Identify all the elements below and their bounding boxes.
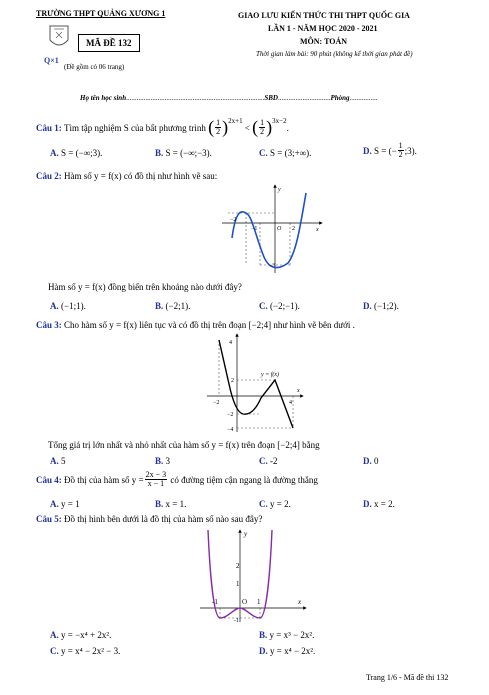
q5-lbl-y1: 1 xyxy=(236,580,240,588)
q2-lbl-two: 2 xyxy=(292,226,295,232)
exam-subject: MÔN: TOÁN xyxy=(300,37,348,46)
q4-option-a[interactable]: A. y = 1 xyxy=(50,499,80,509)
exam-round: LẦN 1 - NĂM HỌC 2020 - 2021 xyxy=(268,24,378,33)
q1-exp-left: 2x+1 xyxy=(228,117,243,125)
q1-frac-num-right: 1 xyxy=(260,118,265,127)
exam-code-box: MÃ ĐỀ 132 xyxy=(78,34,140,52)
q3-lbl-xn2: −2 xyxy=(213,400,220,406)
q4-frac-den: x − 1 xyxy=(147,479,165,488)
q3-lbl-x4: 4 xyxy=(289,400,292,406)
q5-lbl-neg1: -1 xyxy=(212,598,218,606)
q2-prompt: Hàm số y = f(x) đồng biến trên khoảng nào dưới đây? xyxy=(48,282,242,292)
q1-option-d[interactable]: D. S = (− $\frac{1}{2}$ ;3). xyxy=(363,141,417,159)
q2-lbl-origin: O xyxy=(277,226,282,232)
q3-option-c[interactable]: C. -2 xyxy=(259,456,278,466)
q3-stem xyxy=(36,320,355,330)
q2-option-c[interactable]: C. (−2;−1). xyxy=(259,301,300,311)
q1-inequality: ( $\frac{1}{2}$ ) $^{2x+1}$ < ( $\frac{1}{2}$ ) $^{3x-2}$ . xyxy=(208,117,289,137)
q2-option-b[interactable]: B. (−2;1). xyxy=(155,301,191,311)
q3-prompt: Tổng giá trị lớn nhất và nhỏ nhất của hàm số y = f(x) trên đoạn [−2;4] bằng xyxy=(48,440,320,450)
q2-lbl-x: x xyxy=(316,227,319,233)
q1-option-c[interactable]: C. S = (3;+∞). xyxy=(259,148,312,158)
page-footer: Trang 1/6 - Mã đề thi 132 xyxy=(366,673,449,682)
sbd-label: SBD xyxy=(264,94,278,102)
q5-lbl-yn1: -1 xyxy=(234,618,239,624)
q3-graph xyxy=(205,332,305,439)
q4-option-c[interactable]: C. y = 2. xyxy=(259,499,291,509)
q1-sign: < xyxy=(244,122,250,133)
q5-option-a[interactable]: A. y = −x⁴ + 2x². xyxy=(50,630,112,640)
q2-lbl-neg1: −1 xyxy=(251,226,258,232)
q5-lbl-y: y xyxy=(244,530,248,538)
q2-stem xyxy=(36,171,217,181)
q5-text: Đồ thị hình bên dưới là đồ thị của hàm số nào sau đây? xyxy=(64,514,263,524)
q2-lbl-neg3: −3 xyxy=(269,263,276,269)
q4-text-pre: Đồ thị của hàm số y = xyxy=(64,474,144,485)
q5-option-c[interactable]: C. y = x⁴ − 2x² − 3. xyxy=(50,646,121,656)
q4-label: Câu 4: xyxy=(36,474,62,485)
q2-lbl-neg2: −2 xyxy=(230,217,237,223)
q1-label: Câu 1: xyxy=(36,122,62,133)
q5-option-b[interactable]: B. y = x³ − 2x². xyxy=(259,630,315,640)
q3-lbl-curve: y = f(x) xyxy=(261,372,280,378)
q1-frac-den-right: 2 xyxy=(260,127,265,136)
q4-option-b[interactable]: B. x = 1. xyxy=(155,499,187,509)
q5-stem xyxy=(36,514,262,524)
q5-lbl-y2: 2 xyxy=(236,562,240,570)
q1-text: Tìm tập nghiệm S của bất phương trình xyxy=(64,122,206,133)
q4-frac-num: 2x − 3 xyxy=(145,470,167,479)
q1-frac-den-left: 2 xyxy=(216,127,221,136)
q3-lbl-yn2: −2 xyxy=(227,412,234,418)
q3-lbl-x: x xyxy=(297,388,300,394)
q1-option-b[interactable]: B. S = (−∞;−3). xyxy=(155,148,212,158)
q1-option-a[interactable]: A. S = (−∞;3). xyxy=(50,148,103,158)
school-logo xyxy=(48,24,70,54)
q2-label: Câu 2: xyxy=(36,171,62,181)
room-dots: ................ xyxy=(349,94,378,102)
q2-graph xyxy=(218,183,328,280)
q3-lbl-y4: 4 xyxy=(229,340,232,346)
q4-option-d[interactable]: D. x = 2. xyxy=(363,499,395,509)
name-label: Họ tên học sinh xyxy=(80,94,127,102)
q5-lbl-origin: O xyxy=(242,598,248,606)
q1-frac-num-left: 1 xyxy=(216,118,221,127)
q3-label: Câu 3: xyxy=(36,320,62,330)
q3-lbl-y2: 2 xyxy=(231,378,234,384)
sbd-dots: .............................. xyxy=(277,94,331,102)
exam-title: GIAO LƯU KIẾN THỨC THI THPT QUỐC GIA xyxy=(238,11,410,20)
q5-label: Câu 5: xyxy=(36,514,62,524)
q3-option-a[interactable]: A. 5 xyxy=(50,456,66,466)
q1-stem xyxy=(36,117,289,138)
q5-graph xyxy=(198,526,310,629)
q5-lbl-x: x xyxy=(298,598,302,606)
school-name: TRƯỜNG THPT QUẢNG XƯƠNG 1 xyxy=(36,9,166,18)
exam-time: Thời gian làm bài: 90 phút (không kể thời gian phát đề) xyxy=(256,50,413,58)
q1-exp-right: 3x−2 xyxy=(272,117,287,125)
q5-option-d[interactable]: D. y = x⁴ − 2x². xyxy=(259,646,316,656)
logo-text: Q×1 xyxy=(44,56,59,65)
q5-lbl-one: 1 xyxy=(257,598,261,606)
q3-option-b[interactable]: B. 3 xyxy=(155,456,171,466)
q2-lbl-y: y xyxy=(278,187,281,193)
q4-stem xyxy=(36,471,318,488)
q2-option-d[interactable]: D. (−1;2). xyxy=(363,301,399,311)
candidate-line xyxy=(80,94,378,102)
q2-option-a[interactable]: A. (−1;1). xyxy=(50,301,86,311)
q4-text-post: có đường tiệm cận ngang là đường thẳng xyxy=(170,474,318,485)
room-label: Phòng xyxy=(330,94,350,102)
pages-note: (Đề gồm có 06 trang) xyxy=(64,63,125,71)
q3-lbl-yn4: −4 xyxy=(227,427,234,433)
name-dots: ............................................................................... xyxy=(126,94,265,102)
q3-option-d[interactable]: D. 0 xyxy=(363,456,379,466)
q3-text: Cho hàm số y = f(x) liên tục và có đồ thị trên đoạn [−2;4] như hình vẽ bên dưới . xyxy=(64,320,355,330)
q2-text: Hàm số y = f(x) có đồ thị như hình vẽ sau: xyxy=(64,171,218,181)
